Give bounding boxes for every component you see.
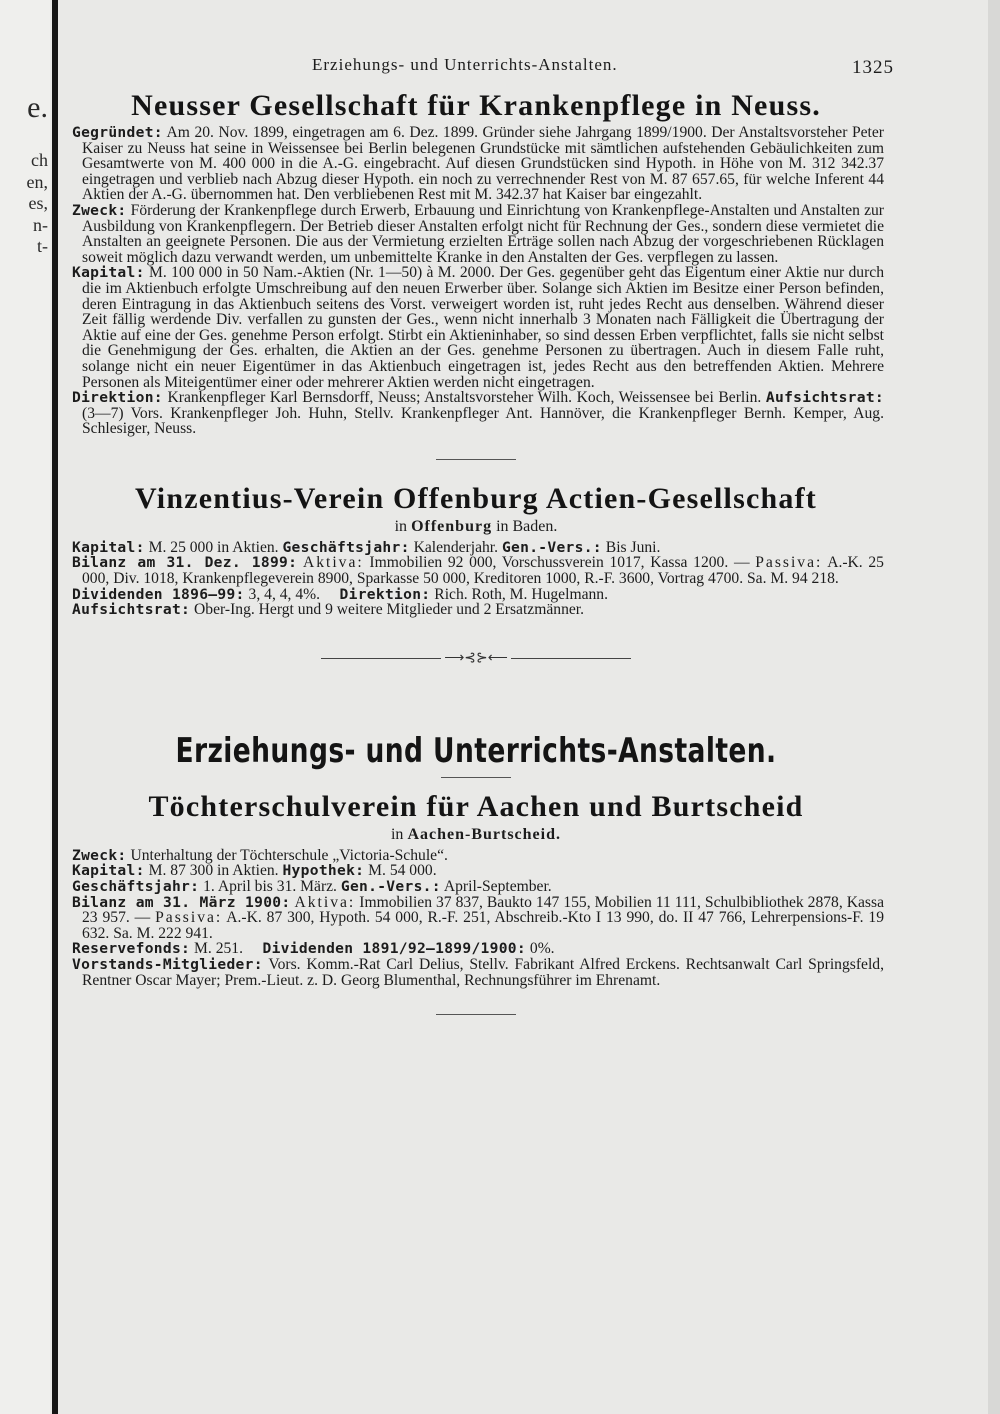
passiva-word: Passiva: [155,909,223,927]
entry-location [62,826,890,844]
gegruendet-paragraph [72,125,884,203]
vorstand-paragraph [72,957,884,988]
location-place: Offenburg [411,517,493,535]
dividenden-paragraph [72,587,884,603]
field-label: Zweck: [72,201,127,219]
field-label: Kapital: [72,862,145,880]
aktiva-word: Aktiva: [302,554,364,572]
previous-page-fragments [0,88,48,258]
field-text: Krankenpfleger Karl Bernsdorff, Neuss; Anstaltsvorsteher Wilh. Koch, Weissensee bei Berlin. [167,389,762,407]
field-text: Immobilien 92 000, Vorschussverein 1017, Kassa 1200. — [369,554,750,572]
entry-title: Vinzentius-Verein Offenburg Actien-Gesellschaft [135,481,817,515]
field-label: Geschäftsjahr: [282,538,410,556]
entry-location [62,518,890,536]
field-label: Reservefonds: [72,940,191,958]
aufsichtsrat-paragraph [72,602,884,618]
fragment-line: n- [33,214,48,235]
entry-neusser-gesellschaft [62,89,890,437]
field-label: Aufsichtsrat: [72,601,191,619]
fragment-line: t- [37,236,48,256]
field-text: M. 87 300 in Aktien. [148,862,279,880]
ornament-glyph: ⟶⊰⊱⟵ [444,650,508,666]
reservefonds-paragraph [72,941,884,957]
field-text: A.-K. 25 000, Div. 1018, Krankenpflegeverein 8900, Sparkasse 50 000, Kreditoren 1000, R.-F. 3600, Vortrag 4700. Sa. M. 94 218. [82,554,884,588]
field-text: M. 100 000 in 50 Nam.-Aktien (Nr. 1—50) à M. 2000. Der Ges. gegenüber geht das Eigentum einer Aktie nur durch die im Aktienbuch erfolgte Umschreibung auf den neuen Erwerber über. Solange sich Aktien im Besitze einer Person befinden, deren Eintragung in das Aktienbuch seitens des Vorst. verweigert worden ist, ruht jedes Recht aus denselben. Während dieser Zeit fällig werdende Div. verfallen zu gunsten der Ges., wenn nicht innerhalb 3 Monaten nach Fälligkeit die Übertragung der Aktie auf eine der Ges. genehme Person erfolgt. Stirbt ein Aktieninhaber, so sind dessen Erben verpflichtet, falls sie nicht selbst die Genehmigung der Ges. erhalten, die Aktien an der Ges. genehme Personen zu übertragen. Auch in diesem Falle ruht, solange nicht ein neuer Eigentümer in das Aktienbuch eingetragen ist, jedes Recht aus den betreffenden Aktien. Mehrere Personen als Miteigentümer einer oder mehrerer Aktien werden nicht eingetragen. [82,264,885,391]
location-prefix: in [394,517,408,535]
entry-body [62,125,890,437]
separator-rule [436,459,516,460]
ornament-line-right [511,658,631,659]
running-title: Erziehungs- und Unterrichts-Anstalten. [312,55,618,74]
entry-toechterschulverein [62,790,890,988]
field-text: 1. April bis 31. März. [203,878,337,896]
location-place: Aachen-Burtscheid. [407,825,561,843]
field-text: M. 54 000. [368,862,437,880]
previous-page-edge [0,0,50,1414]
field-text: Am 20. Nov. 1899, eingetragen am 6. Dez. 1899. Gründer siehe Jahrgang 1899/1900. Der Anstaltsvorsteher Peter Kaiser zu Neuss hat seine in Weissensee bei Berlin belegenen Grundstücke mit sämtlichen aufstehenden Gebäulichkeiten zum Gesamtwerte von M. 400 000 in die A.-G. eingebracht. Auf diesen Grundstücken sind Hypoth. in Höhe von M. 312 342.37 eingetragen und verblieb nach Abzug dieser Hypoth. ein noch zu verrechnender Rest von M. 87 657.65, für welche Inferent 44 Aktien der A.-G. übernommen hat. Den verbliebenen Rest mit M. 342.37 hat Kaiser bar eingezahlt. [82,124,884,204]
field-text: Bis Juni. [605,538,661,556]
fragment-line: e. [27,91,48,124]
ornament-divider [62,650,890,667]
right-page-edge [988,0,1000,1414]
field-text: M. 251. [194,940,243,958]
field-text: (3—7) Vors. Krankenpfleger Joh. Huhn, Stellv. Krankenpfleger Ant. Hannöver, die Krankenpfleger Bernh. Kemper, Aug. Schlesiger, Neuss. [82,404,884,438]
fragment-line: ch [31,150,48,170]
field-label: Direktion: [339,585,431,603]
field-label: Geschäftsjahr: [72,878,200,896]
field-text: Unterhaltung der Töchterschule „Victoria-Schule“. [130,846,448,864]
book-gutter [52,0,58,1414]
field-label: Aufsichtsrat: [765,389,885,407]
ornament-line-left [321,658,441,659]
entry-vinzentius-verein [62,482,890,618]
field-label: Hypothek: [282,862,365,880]
field-label: Gen.-Vers.: [501,538,602,556]
field-label: Kapital: [72,264,145,282]
field-text: Immobilien 37 837, Baukto 147 155, Mobilien 11 111, Schulbibliothek 2878, Kassa 23 957. — [82,893,884,927]
field-text: 0%. [529,940,555,958]
entry-body [62,848,890,988]
kapital-paragraph [72,265,884,390]
field-label: Vorstands-Mitglieder: [72,956,263,973]
field-text: A.-K. 87 300, Hypoth. 54 000, R.-F. 251, Abschreib.-Kto I 13 990, do. II 47 766, Lehrerpensions-F. 19 632. Sa. M. 222 941. [82,909,884,942]
kapital-paragraph [72,863,884,879]
location-suffix: in Baden. [496,517,558,535]
field-text: April-September. [443,878,552,896]
passiva-word: Passiva: [755,554,823,572]
field-text: M. 25 000 in Aktien. [148,538,279,556]
field-label: Dividenden 1891/92—1899/1900: [262,940,526,958]
field-label: Zweck: [72,846,127,864]
field-text: Ober-Ing. Hergt und 9 weitere Mitglieder und 2 Ersatzmänner. [194,601,585,619]
entry-body [62,540,890,618]
field-text: 3, 4, 4, 4%. [248,585,321,603]
location-prefix: in [390,825,404,843]
field-label: Kapital: [72,538,145,556]
field-text: Rich. Roth, M. Hugelmann. [434,585,608,603]
zweck-paragraph [72,848,884,864]
field-label: Bilanz am 31. März 1900: [72,893,291,911]
fragment-line: en, [26,171,48,192]
kapital-paragraph [72,540,884,556]
field-text: Förderung der Krankenpflege durch Erwerb, Erbauung und Einrichtung von Krankenpflege-Anstalten und Anstalten zur Ausbildung von Krankenpflegern. Der Betrieb dieser Anstalten erfolgt nicht für Rechnung der Ges., sondern diese vermietet die Anstalten an geeignete Personen. Die aus der Vermietung erzielten Erträge sollen nach Abzug der vorgeschriebenen Rücklagen soweit möglich dazu verwandt werden, um unbemittelte Kranke in den Anstalten der Ges. verpflegen zu lassen. [82,201,884,266]
entry-title: Neusser Gesellschaft für Krankenpflege in Neuss. [131,89,821,122]
fragment-line: es, [28,193,48,213]
bilanz-paragraph [72,555,884,586]
separator-rule [441,777,511,778]
field-label: Bilanz am 31. Dez. 1899: [72,554,298,572]
direktion-paragraph [72,390,884,437]
bilanz-paragraph [72,895,884,942]
running-header [62,55,894,81]
zweck-paragraph [72,203,884,265]
page-number: 1325 [852,57,894,78]
separator-rule [436,1014,516,1015]
page-content [62,55,894,1015]
section-heading: Erziehungs- und Unterrichts-Anstalten. [175,730,777,771]
aktiva-word: Aktiva: [294,893,356,911]
field-label: Dividenden 1896—99: [72,585,245,603]
field-label: Gegründet: [72,124,163,141]
field-text: Vors. Komm.-Rat Carl Delius, Stellv. Fabrikant Alfred Erckens. Rechtsanwalt Carl Springsfeld, Rentner Oscar Mayer; Prem.-Lieut. z. D. Georg Blumenthal, Rechnungsführer im Ehrenamt. [82,956,884,989]
geschaeftsjahr-paragraph [72,879,884,895]
field-text: Kalenderjahr. [413,538,499,556]
field-label: Gen.-Vers.: [340,878,441,896]
field-label: Direktion: [72,389,163,407]
entry-title: Töchterschulverein für Aachen und Burtscheid [148,789,804,823]
